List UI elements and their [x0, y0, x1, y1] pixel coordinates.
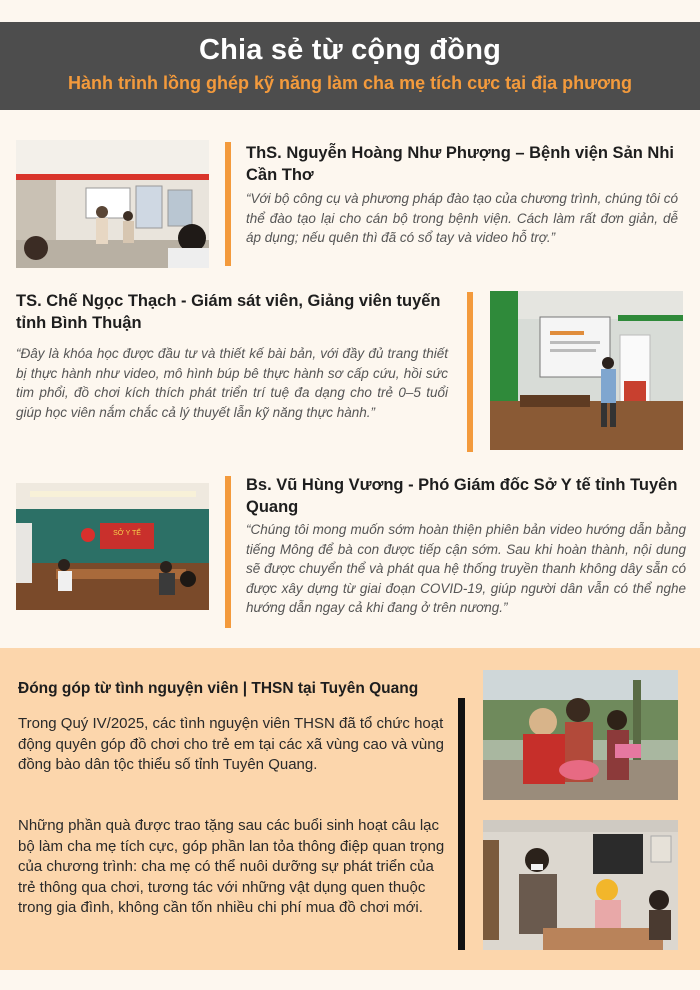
photo-hospital-training-illustration	[16, 140, 209, 268]
volunteer-paragraph-2: Những phần quà được trao tặng sau các buổi sinh hoạt câu lạc bộ làm cha mẹ tích cực, góp phần lan tỏa thông điệp quan trọng của chương trình: cha mẹ có thể nuôi dưỡng sự phát triển của trẻ thông qua chơi, tương tác với những vật dụng quen thuộc trong gia đình, không cần tốn nhiều chi phí mua đồ chơi mới.	[18, 817, 445, 916]
testimonial-2-name: TS. Chế Ngọc Thạch - Giám sát viên, Giảng viên tuyến tỉnh Bình Thuận	[16, 292, 441, 332]
photo-volunteers-outdoor-illustration	[483, 670, 678, 800]
photo-volunteers-indoor-illustration	[483, 820, 678, 950]
testimonial-3-name: Bs. Vũ Hùng Vương - Phó Giám đốc Sở Y tế tỉnh Tuyên Quang	[246, 476, 678, 516]
page-subtitle: Hành trình lồng ghép kỹ năng làm cha mẹ tích cực tại địa phương	[68, 73, 632, 93]
meeting-room-sign: SỞ Y TẾ	[113, 530, 141, 537]
page-title: Chia sẻ từ cộng đồng	[198, 34, 502, 66]
header-banner	[0, 22, 700, 110]
accent-bar-1	[225, 142, 231, 266]
photo-meeting-room	[16, 483, 209, 610]
testimonial-2-quote: “Đây là khóa học được đầu tư và thiết kế bài bản, với đầy đủ trang thiết bị thực hành như video, mô hình búp bê thực hành sơ cấp cứu, hồi sức tim phổi, đồ chơi kích thích phát triển trí tuệ đa dạng cho trẻ 0–5 tuổi giúp học viên nắm chắc cả lý thuyết lẫn kỹ năng thực hành.”	[16, 346, 448, 420]
volunteer-divider-bar	[458, 698, 465, 950]
photo-volunteers-indoor	[483, 820, 678, 950]
accent-bar-2	[467, 292, 473, 452]
testimonial-1-quote: “Với bộ công cụ và phương pháp đào tạo của chương trình, chúng tôi có thể đào tạo lại cho cán bộ trong bệnh viện. Cách làm rất đơn giản, dễ áp dụng; nếu quên thì đã có sổ tay và video hỗ trợ.”	[246, 191, 678, 245]
photo-lecture-room-illustration	[490, 291, 683, 450]
photo-lecture-room	[490, 291, 683, 450]
photo-hospital-training	[16, 140, 209, 268]
testimonial-3-quote: “Chúng tôi mong muốn sớm hoàn thiện phiên bản video hướng dẫn bằng tiếng Mông để bà con được tiếp cận sớm. Sau khi hoàn thành, nội dung sẽ được chuyển thể và phát qua hệ thống truyền thanh không dây sẵn có được xây dựng từ giai đoạn COVID-19, giúp người dân vẫn có thể nghe hướng dẫn ngay cả khi đang ở trên nương.”	[246, 522, 686, 615]
accent-bar-3	[225, 476, 231, 628]
volunteer-paragraph-1: Trong Quý IV/2025, các tình nguyện viên THSN đã tổ chức hoạt động quyên góp đồ chơi cho trẻ em tại các xã vùng cao và vùng đồng bào dân tộc thiểu số tỉnh Tuyên Quang.	[18, 715, 444, 773]
volunteer-section-title: Đóng góp từ tình nguyện viên | THSN tại Tuyên Quang	[18, 680, 419, 697]
testimonial-1-name: ThS. Nguyễn Hoàng Như Phượng – Bệnh viện Sản Nhi Cần Thơ	[246, 144, 674, 184]
photo-meeting-room-illustration	[16, 483, 209, 610]
photo-volunteers-children-outdoor	[483, 670, 678, 800]
